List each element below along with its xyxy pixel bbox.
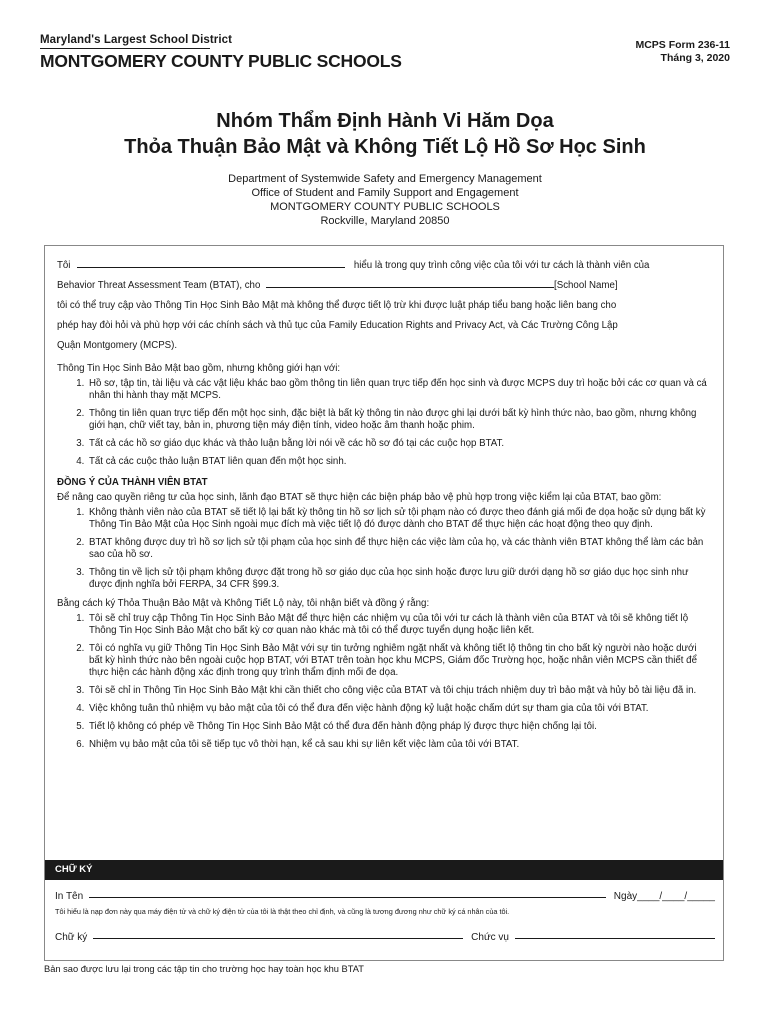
form-title-line2: Thỏa Thuận Bảo Mật và Không Tiết Lộ Hồ Sơ Học Sinh: [124, 136, 646, 158]
intro-line-4: phép hay đòi hỏi và phù hợp với các chính sách và thủ tục của Family Education Rights and Privacy Act, và Các Trường Công Lập: [57, 320, 618, 331]
title-label: Chức vụ: [471, 932, 509, 943]
list-item: 1. Hồ sơ, tập tin, tài liệu và các vật liệu khác bao gồm thông tin liên quan trực tiếp đến học sinh và được MCPS duy trì hoặc bởi các cơ quan và cá nhân thi hành thay mặt MCPS.: [87, 378, 711, 402]
list-item: 3. Thông tin về lịch sử tội phạm không được đặt trong hồ sơ giáo dục của học sinh hoặc được lưu giữ dưới dạng hồ sơ giáo dục học sinh như được định nghĩa bởi FERPA, 34 CFR §99.3.: [87, 567, 711, 591]
signature-section: [45, 880, 723, 943]
org-name: MONTGOMERY COUNTY PUBLIC SCHOOLS: [40, 51, 402, 71]
signature-field[interactable]: [93, 928, 463, 939]
agreement-lead: Để nâng cao quyền riêng tư của học sinh, lãnh đạo BTAT sẽ thực hiện các biện pháp bảo vệ phù hợp trong việc kiểm lại của BTAT, bao gồm:: [57, 492, 662, 503]
print-name-field[interactable]: [89, 887, 606, 898]
form-id-block: [635, 39, 730, 65]
intro-line-2: [57, 276, 711, 296]
intro-toi: Tôi: [57, 260, 71, 271]
list-item: 4. Việc không tuân thủ nhiệm vụ bảo mật của tôi có thể đưa đến việc hành động kỷ luật hoặc chấm dứt sự tham gia của tôi với BTAT.: [87, 703, 711, 715]
form-body-box: [44, 245, 724, 961]
date-label: Ngày: [613, 891, 638, 902]
tagline-rule: [40, 48, 210, 49]
form-title-line1: Nhóm Thẩm Định Hành Vi Hăm Dọa: [216, 110, 554, 132]
form-content: [45, 246, 723, 751]
dept-line-1: Department of Systemwide Safety and Emergency Management: [228, 173, 542, 185]
list-item: 2. Thông tin liên quan trực tiếp đến một học sinh, đặc biệt là bất kỳ thông tin nào được ghi lại dưới bất kỳ hình thức nào, bao gồm, nhưng không giới hạn, chữ viết tay, bản in, phương tiện máy điện tính, video hoặc âm thanh hoặc phim.: [87, 408, 711, 432]
school-name-field[interactable]: [266, 278, 554, 288]
signature-label: Chữ ký: [55, 932, 88, 943]
member-name-field[interactable]: [77, 258, 345, 268]
list-item: 2. BTAT không được duy trì hồ sơ lịch sử tội phạm của học sinh để thực hiện các việc làm của họ, và các thành viên BTAT không thể làm các bản sao của hồ sơ.: [87, 537, 711, 561]
list-item: 3. Tôi sẽ chỉ in Thông Tin Học Sinh Bảo Mật khi cần thiết cho công việc của BTAT và tôi chịu trách nhiệm duy trì bảo mật và hủy bỏ tài liệu đã in.: [87, 685, 711, 697]
print-name-label: In Tên: [55, 891, 84, 902]
info-lead: Thông Tin Học Sinh Bảo Mật bao gồm, nhưng không giới hạn với:: [57, 363, 341, 374]
dept-line-2: Office of Student and Family Support and Engagement: [251, 187, 519, 199]
department-info: [40, 172, 730, 228]
school-name-label: [School Name]: [554, 280, 618, 291]
dept-line-3: MONTGOMERY COUNTY PUBLIC SCHOOLS: [270, 201, 500, 213]
form-date: Tháng 3, 2020: [660, 52, 730, 64]
intro-line-5: Quận Montgomery (MCPS).: [57, 340, 178, 351]
list-item: 5. Tiết lộ không có phép về Thông Tin Học Sinh Bảo Mật có thể đưa đến hành động pháp lý được thực hiện chống lại tôi.: [87, 721, 711, 733]
title-field[interactable]: [515, 928, 715, 939]
info-list: [57, 378, 711, 468]
form-number: MCPS Form 236-11: [635, 39, 730, 51]
ack-lead: Bằng cách ký Thỏa Thuận Bảo Mật và Không Tiết Lộ này, tôi nhận biết và đồng ý rằng:: [57, 598, 430, 609]
title-block: [40, 108, 730, 228]
dept-line-4: Rockville, Maryland 20850: [320, 215, 450, 227]
intro-line-1: [57, 256, 711, 276]
date-field[interactable]: ____/____/_____: [637, 891, 715, 902]
print-name-row: [55, 880, 715, 902]
ack-list: [57, 613, 711, 751]
list-item: 4. Tất cả các cuộc thảo luận BTAT liên quan đến một học sinh.: [87, 456, 711, 468]
page-header: [40, 34, 730, 82]
signature-section-header: CHỮ KÝ: [45, 860, 723, 880]
footer-note: Bản sao được lưu lại trong các tập tin cho trường học hay toàn học khu BTAT: [44, 964, 364, 974]
intro-after-name: hiểu là trong quy trình công việc của tôi với tư cách là thành viên của: [353, 260, 650, 271]
district-tagline: Maryland's Largest School District: [40, 34, 233, 46]
list-item: 1. Không thành viên nào của BTAT sẽ tiết lộ lại bất kỳ thông tin hồ sơ lịch sử tội phạm nào có được theo đánh giá mối đe dọa hoặc sử dụng bất kỳ Thông Tin Bảo Mật của Học Sinh ngoài mục đích mà việc tiết lộ đó được dành cho BTAT để thực hiện các hoạt động theo quy định.: [87, 507, 711, 531]
list-item: 1. Tôi sẽ chỉ truy cập Thông Tin Học Sinh Bảo Mật để thực hiện các nhiệm vụ của tôi với tư cách là thành viên của BTAT và tôi sẽ không tiết lộ Thông Tin Học Sinh Bảo Mật cho bất kỳ cơ quan nào khác mà tôi có thể được tuyển dụng hoặc liên kết.: [87, 613, 711, 637]
agreement-list: [57, 507, 711, 591]
signature-row: [55, 921, 715, 943]
list-item: 2. Tôi có nghĩa vụ giữ Thông Tin Học Sinh Bảo Mật với sự tin tưởng nghiêm ngặt nhất và không tiết lộ thông tin cho bất kỳ người nào hoặc dưới bất kỳ hình thức nào bên ngoài cuộc họp BTAT, với BTAT trên toàn học khu MCPS, Giám đốc Trường học, hoặc nhân viên MCPS cần thiết để thực hiện các hành động xác định trong quy trình thẩm định mối đe dọa.: [87, 643, 711, 679]
list-item: 6. Nhiệm vụ bảo mật của tôi sẽ tiếp tục vô thời hạn, kể cả sau khi sự liên kết việc làm của tôi với BTAT.: [87, 739, 711, 751]
intro-team-prefix: Behavior Threat Assessment Team (BTAT), cho: [57, 280, 261, 291]
agreement-heading: ĐỒNG Ý CỦA THÀNH VIÊN BTAT: [57, 477, 208, 488]
electronic-signature-note: Tôi hiểu là nạp đơn này qua máy điện tử và chữ ký điện tử của tôi là thật theo chỉ định, và cũng là tương đương như chữ ký cá nhân của tôi.: [55, 907, 510, 916]
intro-line-3: tôi có thể truy cập vào Thông Tin Học Sinh Bảo Mật mà không thể được tiết lộ trừ khi được luật pháp tiểu bang hoặc liên bang cho: [57, 300, 617, 311]
list-item: 3. Tất cả các hồ sơ giáo dục khác và thảo luận bằng lời nói về các hồ sơ đó tại các cuộc họp BTAT.: [87, 438, 711, 450]
